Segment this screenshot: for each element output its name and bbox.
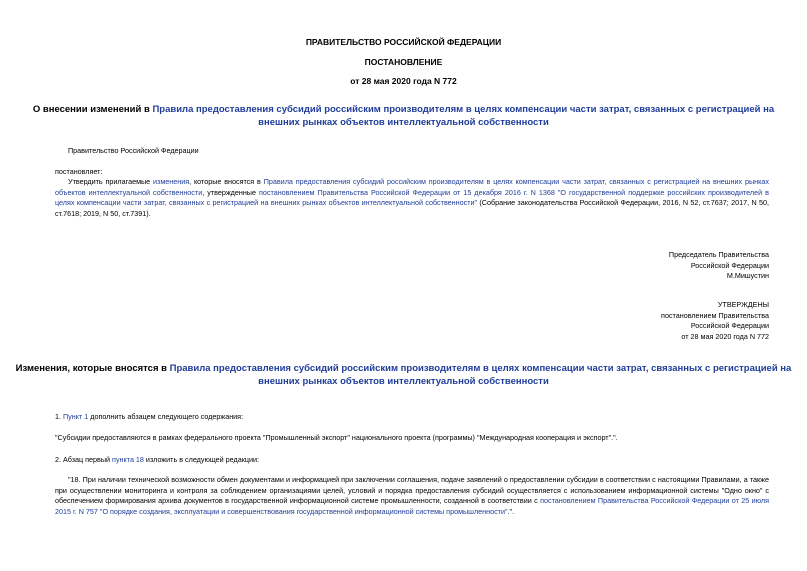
p1-text-a: Утвердить прилагаемые xyxy=(68,177,154,186)
point-1-link[interactable]: Пункт 1 xyxy=(63,412,89,421)
decree-757-link[interactable]: постановлением Правительства Российской Федерации от 25 июля 2015 г. N 757 "О порядке создания, эксплуатации и совершенствования государственной информационной системы промышленности" xyxy=(55,496,769,516)
approved-line1: УТВЕРЖДЕНЫ xyxy=(717,300,769,309)
government-heading: ПРАВИТЕЛЬСТВО РОССИЙСКОЙ ФЕДЕРАЦИИ xyxy=(305,37,502,47)
document-title xyxy=(0,103,807,129)
changes-title-line1 xyxy=(0,362,807,375)
p1-text-b: , которые вносятся в xyxy=(189,177,264,186)
decree-1368-link[interactable]: постановлением Правительства Российской Федерации от 15 декабря 2016 г. N 1368 "О государственной поддержке российских производителей в целях компенсации части затрат, связанных с регистрацией на внешних рынках объектов интеллектуальной собственности" xyxy=(55,187,769,207)
signature-name: М.Мишустин xyxy=(726,271,769,280)
changes-rules-link-cont[interactable]: внешних рынках объектов интеллектуальной собственности xyxy=(258,376,549,387)
changes-rules-link[interactable]: Правила предоставления субсидий российским производителям в целях компенсации части затрат, связанных с регистрацией на xyxy=(169,363,792,374)
item-1 xyxy=(55,412,243,423)
item-2-quote-b: .". xyxy=(507,506,515,516)
rules-body-link[interactable]: Правила предоставления субсидий российским производителям в целях компенсации части затрат, связанных с регистрацией на внешних рынках объектов интеллектуальной собственности xyxy=(55,177,769,197)
item-2-quote-a: "18. При наличии технической возможности обмен документами и информацией при заключении соглашения, подаче заявлений о предоставлении субсидии в соответствии с настоящими Правилами, а также при осуществлении мониторинга и контроля за соблюдением организациями целей, условий и порядка предоставления субсидий осуществляется с использованием информационной системы "Одно окно" с обеспечением формирования архива документов в государственной информационной системе промышленности, созданной в соответствии с xyxy=(55,475,769,505)
signature-line2: Российской Федерации xyxy=(690,260,769,270)
date-number-heading: от 28 мая 2020 года N 772 xyxy=(350,76,457,86)
changes-link[interactable]: изменения xyxy=(153,177,190,186)
document-title-line2 xyxy=(0,116,807,129)
changes-title-prefix: Изменения, которые вносятся в xyxy=(15,363,170,374)
item-2-num: 2. Абзац первый xyxy=(55,455,113,464)
approved-line3: Российской Федерации xyxy=(690,321,769,330)
signature-block xyxy=(669,250,769,282)
item-1-num: 1. xyxy=(55,412,63,421)
changes-title xyxy=(0,362,807,388)
main-paragraph xyxy=(55,177,769,219)
item-2-text: изложить в следующей редакции: xyxy=(143,455,259,464)
changes-title-line2 xyxy=(0,375,807,388)
signature-line1: Председатель Правительства xyxy=(668,250,769,259)
decrees-word: постановляет: xyxy=(55,167,103,176)
title-prefix: О внесении изменений в xyxy=(32,104,153,115)
gov-line: Правительство Российской Федерации xyxy=(68,146,199,155)
document-title-line1 xyxy=(0,103,807,116)
rules-link[interactable]: Правила предоставления субсидий российским производителям в целях компенсации части затрат, связанных с регистрацией на xyxy=(152,104,775,115)
approved-line2: постановлением Правительства xyxy=(661,310,769,320)
approved-block xyxy=(661,300,769,342)
item-1-text: дополнить абзацем следующего содержания: xyxy=(88,412,244,421)
item-1-quote: "Субсидии предоставляются в рамках федерального проекта "Промышленный экспорт" национального проекта (программы) "Международная кооперация и экспорт".". xyxy=(55,433,618,442)
approved-line4: от 28 мая 2020 года N 772 xyxy=(681,331,769,341)
item-2-quote xyxy=(55,475,769,517)
doc-type-heading: ПОСТАНОВЛЕНИЕ xyxy=(364,57,443,67)
point-18-link[interactable]: пункта 18 xyxy=(112,455,144,464)
p1-text-c: , утвержденные xyxy=(202,187,259,197)
p1-text-d: (Собрание законодательства Российской Федерации, 2016, N 52, ст.7637; 2017, N 50, ст.7618; 2019, N 50, ст.7391). xyxy=(55,198,769,218)
rules-link-cont[interactable]: внешних рынках объектов интеллектуальной собственности xyxy=(258,117,549,128)
item-2 xyxy=(55,455,259,466)
